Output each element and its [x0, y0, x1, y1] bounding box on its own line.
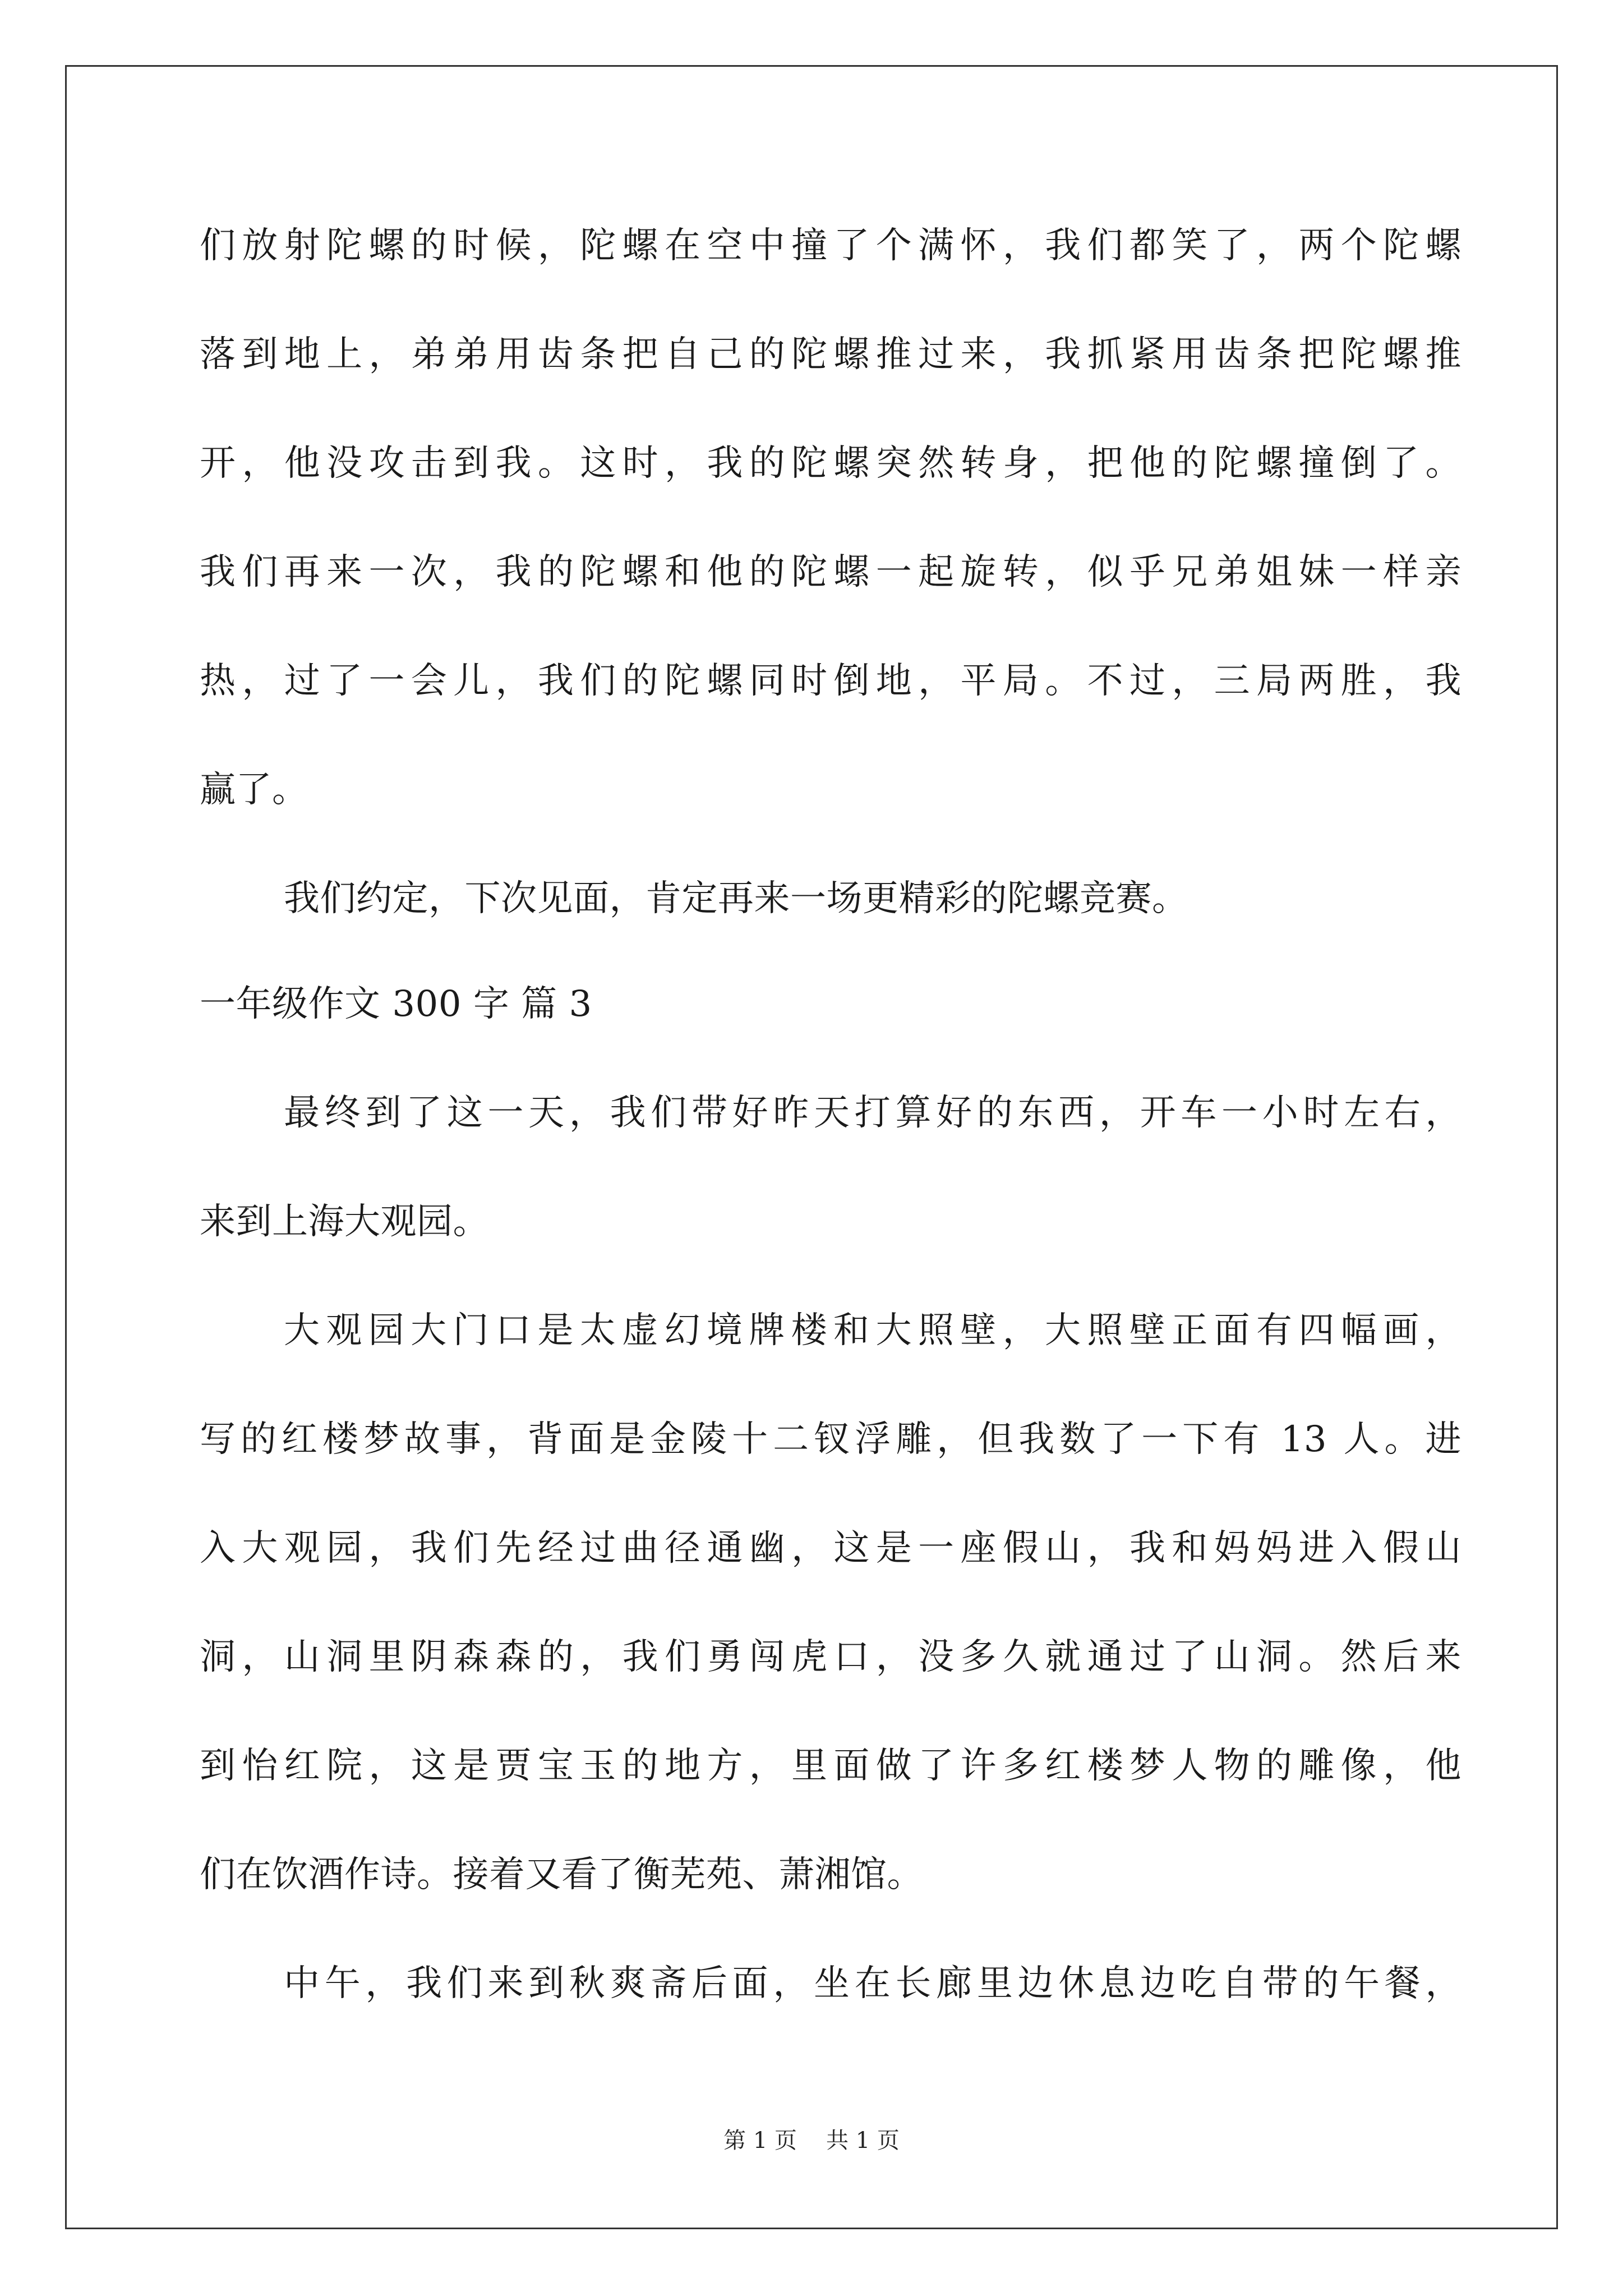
- paragraph-line: 到怡红院，这是贾宝玉的地方，里面做了许多红楼梦人物的雕像，他: [200, 1745, 1461, 1787]
- paragraph-line: 热，过了一会儿，我们的陀螺同时倒地，平局。不过，三局两胜，我: [200, 660, 1461, 702]
- paragraph-line: 洞，山洞里阴森森的，我们勇闯虎口，没多久就通过了山洞。然后来: [200, 1636, 1461, 1678]
- paragraph-line: 最终到了这一天，我们带好昨天打算好的东西，开车一小时左右，: [284, 1092, 1461, 1134]
- paragraph-line: 写的红楼梦故事，背面是金陵十二钗浮雕，但我数了一下有 13 人。进: [200, 1419, 1461, 1460]
- paragraph-line: 入大观园，我们先经过曲径通幽，这是一座假山，我和妈妈进入假山: [200, 1527, 1461, 1569]
- page-border: [65, 65, 1558, 2229]
- page-total: 共 1 页: [826, 2128, 900, 2154]
- paragraph-line: 赢了。: [200, 769, 308, 811]
- paragraph-line: 落到地上，弟弟用齿条把自己的陀螺推过来，我抓紧用齿条把陀螺推: [200, 334, 1461, 375]
- paragraph-line: 们在饮酒作诗。接着又看了衡芜苑、萧湘馆。: [200, 1854, 923, 1895]
- paragraph-line: 来到上海大观园。: [200, 1201, 489, 1243]
- paragraph-line: 我们约定，下次见面，肯定再来一场更精彩的陀螺竞赛。: [284, 878, 1188, 919]
- paragraph-line: 我们再来一次，我的陀螺和他的陀螺一起旋转，似乎兄弟姐妹一样亲: [200, 551, 1461, 593]
- paragraph-line: 中午，我们来到秋爽斋后面，坐在长廊里边休息边吃自带的午餐，: [284, 1963, 1461, 2004]
- section-heading: 一年级作文 300 字 篇 3: [200, 983, 592, 1025]
- page-footer: [0, 2125, 1623, 2156]
- page-number: 第 1 页: [723, 2128, 797, 2154]
- paragraph-line: 们放射陀螺的时候，陀螺在空中撞了个满怀，我们都笑了，两个陀螺: [200, 225, 1461, 266]
- paragraph-line: 大观园大门口是太虚幻境牌楼和大照壁，大照壁正面有四幅画，: [284, 1310, 1461, 1351]
- paragraph-line: 开，他没攻击到我。这时，我的陀螺突然转身，把他的陀螺撞倒了。: [200, 443, 1461, 484]
